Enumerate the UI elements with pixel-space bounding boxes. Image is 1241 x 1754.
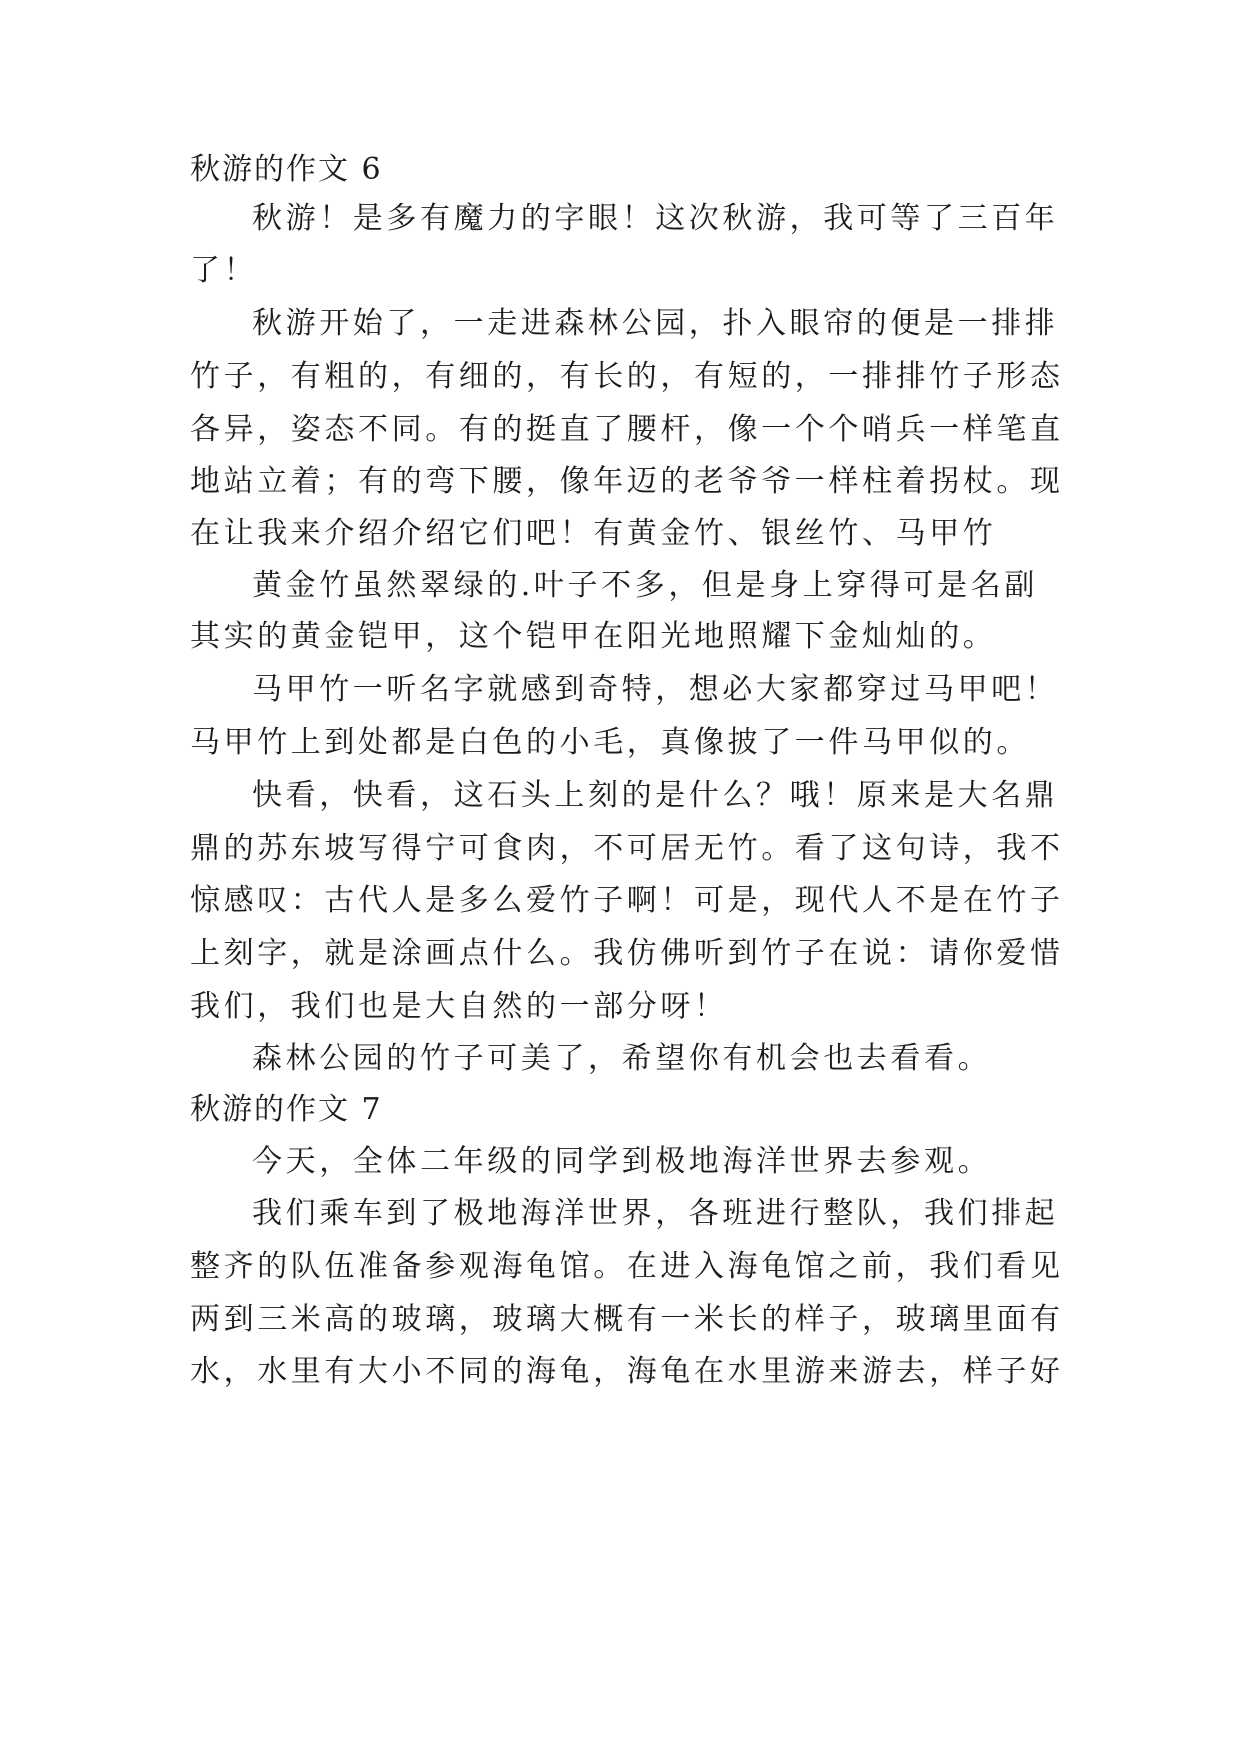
paragraph-line: 竹子，有粗的，有细的，有长的，有短的，一排排竹子形态 [190, 359, 1064, 394]
section-heading: 秋游的作文 6 [190, 152, 383, 187]
paragraph-line: 我们，我们也是大自然的一部分呀！ [190, 989, 728, 1024]
paragraph-line: 秋游开始了，一走进森林公园，扑入眼帘的便是一排排 [252, 306, 1059, 341]
paragraph-line: 整齐的队伍准备参观海龟馆。在进入海龟馆之前，我们看见 [190, 1249, 1064, 1284]
paragraph-line: 了！ [190, 253, 258, 288]
paragraph-line: 惊感叹：古代人是多么爱竹子啊！可是，现代人不是在竹子 [190, 883, 1064, 918]
paragraph-line: 水，水里有大小不同的海龟，海龟在水里游来游去，样子好 [190, 1354, 1064, 1389]
paragraph-line: 上刻字，就是涂画点什么。我仿佛听到竹子在说：请你爱惜 [190, 936, 1064, 971]
paragraph-line: 黄金竹虽然翠绿的.叶子不多，但是身上穿得可是名副 [252, 568, 1038, 603]
paragraph-line: 马甲竹一听名字就感到奇特，想必大家都穿过马甲吧！ [252, 672, 1059, 707]
paragraph-line: 我们乘车到了极地海洋世界，各班进行整队，我们排起 [252, 1196, 1059, 1231]
paragraph-line: 在让我来介绍介绍它们吧！有黄金竹、银丝竹、马甲竹 [190, 516, 997, 551]
paragraph-line: 秋游！是多有魔力的字眼！这次秋游，我可等了三百年 [252, 201, 1059, 236]
paragraph-line: 今天，全体二年级的同学到极地海洋世界去参观。 [252, 1144, 992, 1179]
section-heading: 秋游的作文 7 [190, 1092, 383, 1127]
paragraph-line: 两到三米高的玻璃，玻璃大概有一米长的样子，玻璃里面有 [190, 1302, 1064, 1337]
paragraph-line: 森林公园的竹子可美了，希望你有机会也去看看。 [252, 1041, 992, 1076]
paragraph-line: 各异，姿态不同。有的挺直了腰杆，像一个个哨兵一样笔直 [190, 412, 1064, 447]
paragraph-line: 其实的黄金铠甲，这个铠甲在阳光地照耀下金灿灿的。 [190, 619, 997, 654]
paragraph-line: 地站立着；有的弯下腰，像年迈的老爷爷一样柱着拐杖。现 [190, 464, 1064, 499]
paragraph-line: 鼎的苏东坡写得宁可食肉，不可居无竹。看了这句诗，我不 [190, 831, 1064, 866]
paragraph-line: 马甲竹上到处都是白色的小毛，真像披了一件马甲似的。 [190, 725, 1030, 760]
paragraph-line: 快看，快看，这石头上刻的是什么？哦！原来是大名鼎 [252, 778, 1059, 813]
